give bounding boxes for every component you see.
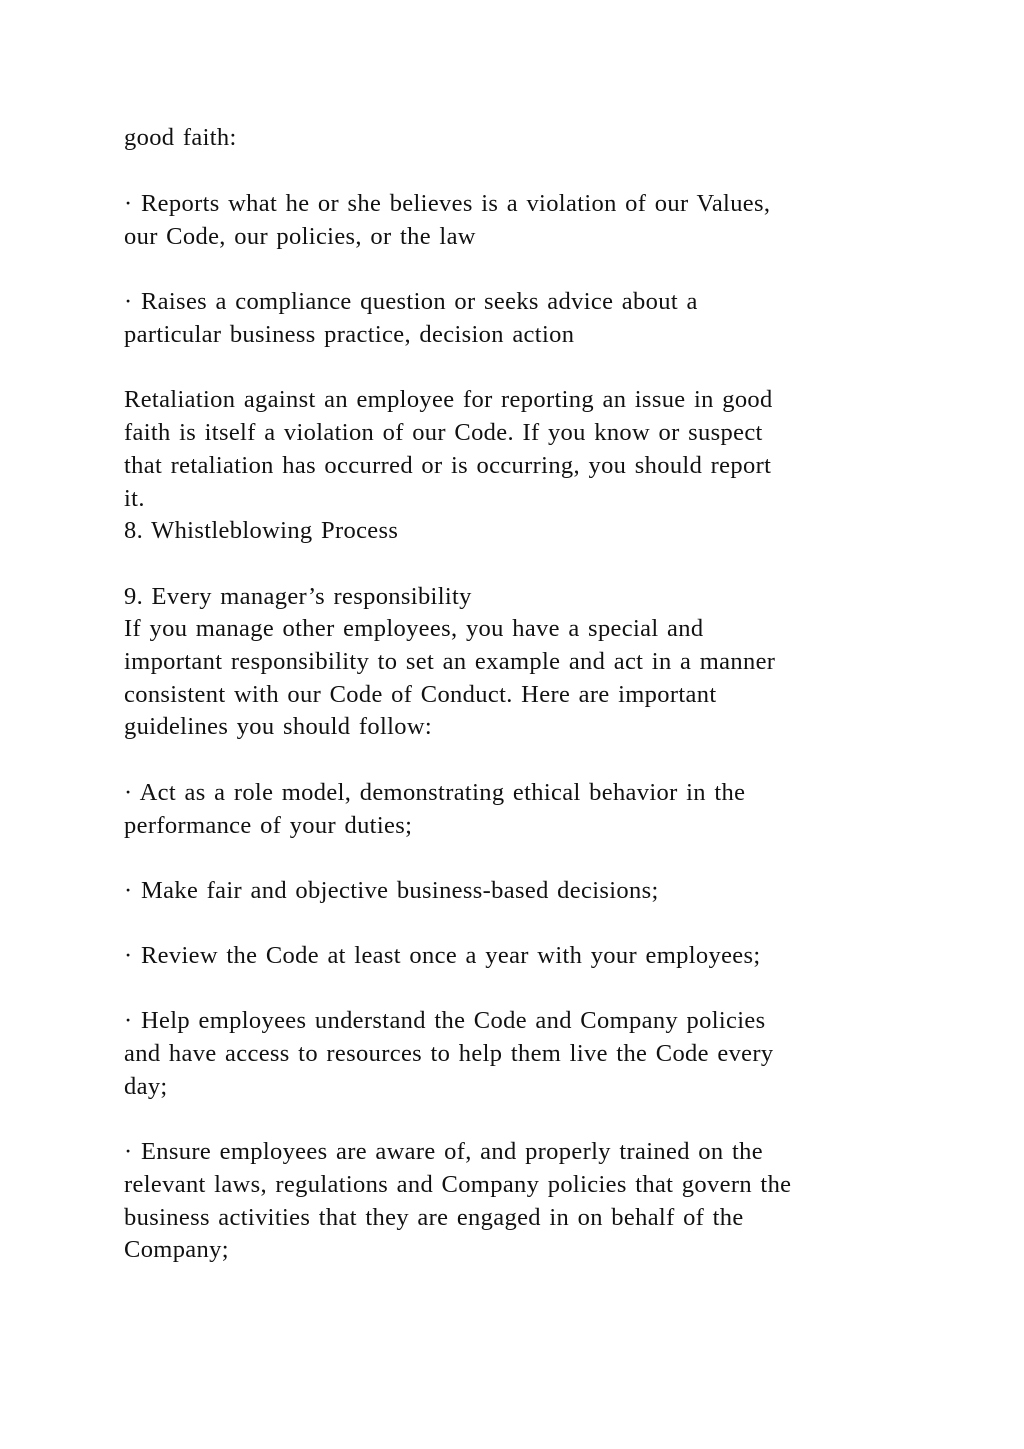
- section-heading: 8. Whistleblowing Process: [124, 517, 399, 544]
- bullet-item-line: · Review the Code at least once a year with your employees;: [124, 942, 761, 969]
- bullet-item-line: · Make fair and objective business-based decisions;: [124, 877, 659, 904]
- text-line: and have access to resources to help them live the Code every: [124, 1040, 774, 1067]
- bullet-item-line: · Ensure employees are aware of, and properly trained on the: [124, 1138, 763, 1165]
- paragraph-line: important responsibility to set an example and act in a manner: [124, 648, 776, 675]
- bullet-item-line: · Act as a role model, demonstrating ethical behavior in the: [124, 779, 746, 806]
- bullet-item-line: · Reports what he or she believes is a violation of our Values,: [124, 190, 771, 217]
- text-line: particular business practice, decision action: [124, 321, 575, 348]
- section-heading: 9. Every manager’s responsibility: [124, 583, 472, 610]
- paragraph-line: it.: [124, 485, 145, 512]
- paragraph-line: Retaliation against an employee for reporting an issue in good: [124, 386, 773, 413]
- paragraph-line: guidelines you should follow:: [124, 713, 433, 740]
- text-line: Company;: [124, 1236, 229, 1263]
- text-line: relevant laws, regulations and Company policies that govern the: [124, 1171, 792, 1198]
- paragraph-line: consistent with our Code of Conduct. Here are important: [124, 681, 717, 708]
- text-line: business activities that they are engaged in on behalf of the: [124, 1204, 744, 1231]
- paragraph-line: If you manage other employees, you have a special and: [124, 615, 704, 642]
- paragraph-line: faith is itself a violation of our Code. If you know or suspect: [124, 419, 763, 446]
- text-line: performance of your duties;: [124, 812, 413, 839]
- paragraph-line: that retaliation has occurred or is occurring, you should report: [124, 452, 772, 479]
- text-line: good faith:: [124, 124, 237, 151]
- text-line: day;: [124, 1073, 168, 1100]
- text-line: our Code, our policies, or the law: [124, 223, 476, 250]
- bullet-item-line: · Raises a compliance question or seeks advice about a: [124, 288, 698, 315]
- bullet-item-line: · Help employees understand the Code and Company policies: [124, 1007, 766, 1034]
